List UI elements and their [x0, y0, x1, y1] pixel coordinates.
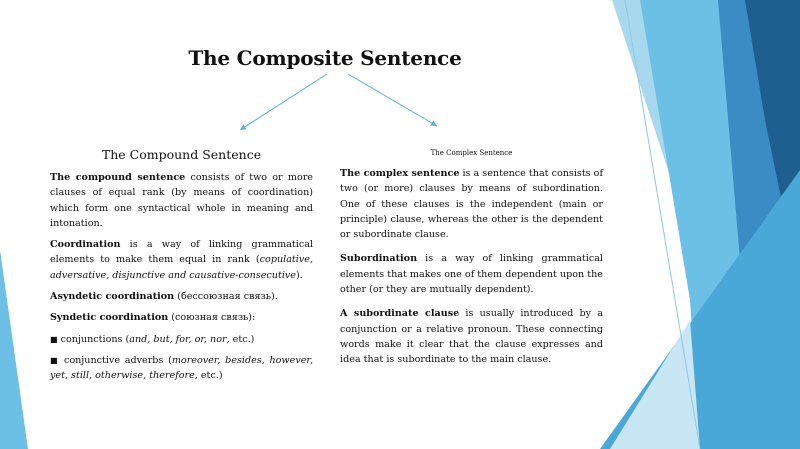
asyndetic-item — [50, 289, 313, 304]
slide-title: The Composite Sentence — [188, 46, 462, 70]
conjunctions-pre: conjunctions ( — [57, 333, 130, 345]
compound-definition — [50, 170, 313, 231]
subordinate-clause-text: is usually introduced by a conjunction or a relative pronoun. These connecting words make it clear that the clause expresses and idea that is subordinate to the main clause. — [340, 308, 603, 366]
complex-heading: The Complex Sentence — [430, 149, 513, 157]
bullet-conjunctive-adverbs — [50, 353, 313, 384]
syndetic-item — [50, 310, 313, 325]
subordination-definition — [340, 251, 603, 297]
arrow-left — [240, 74, 327, 130]
term-asyndetic: Asyndetic coordination — [50, 291, 175, 303]
coordination-types: copulative, adversative, disjunctive and causative-consecutive — [50, 254, 313, 281]
term-compound-sentence: The compound sentence — [50, 172, 186, 183]
coordination-definition — [50, 237, 313, 283]
term-syndetic: Syndetic coordination — [50, 312, 169, 324]
coordination-text: is a way of linking grammatical elements to make them equal in rank ( — [50, 239, 313, 266]
syndetic-text: (союзная связь): — [168, 312, 256, 324]
adverbs-pre: conjunctive adverbs ( — [59, 354, 172, 366]
subordination-text: is a way of linking grammatical elements that makes one of them dependent upon the other (or they are mutually dependent). — [340, 253, 603, 296]
coordination-end: ). — [296, 269, 303, 281]
compound-heading: The Compound Sentence — [101, 147, 262, 162]
complex-definition — [340, 166, 603, 242]
complex-column — [340, 166, 603, 377]
complex-definition-text: is a sentence that consists of two (or more) clauses by means of subordination. One of these clauses is the independent (main or principle) clause, whereas the other is the dependent or subordinate clause. — [340, 168, 603, 241]
compound-column — [50, 170, 313, 390]
compound-definition-text: consists of two or more clauses of equal rank (by means of coordination) which form one syntactical whole in meaning and intonation. — [50, 172, 313, 229]
conjunctions-list: and, but, for, or, nor — [129, 333, 227, 345]
arrow-right — [348, 74, 437, 126]
conjunctions-end: , etc.) — [226, 333, 255, 345]
bullet-square-icon: ■ — [50, 334, 58, 344]
term-coordination: Coordination — [50, 239, 121, 251]
adverbs-end: , etc.) — [194, 370, 223, 382]
bullet-conjunctions — [50, 332, 313, 347]
term-subordination: Subordination — [340, 253, 418, 265]
subordinate-clause-definition — [340, 306, 603, 367]
term-subordinate-clause: A subordinate clause — [340, 308, 460, 320]
bullet-square-icon: ■ — [50, 355, 60, 365]
asyndetic-text: (бессоюзная связь). — [174, 291, 278, 303]
term-complex-sentence: The complex sentence — [340, 168, 460, 179]
adverbs-list: moreover, besides, however, yet, still, otherwise, therefore — [50, 354, 313, 382]
